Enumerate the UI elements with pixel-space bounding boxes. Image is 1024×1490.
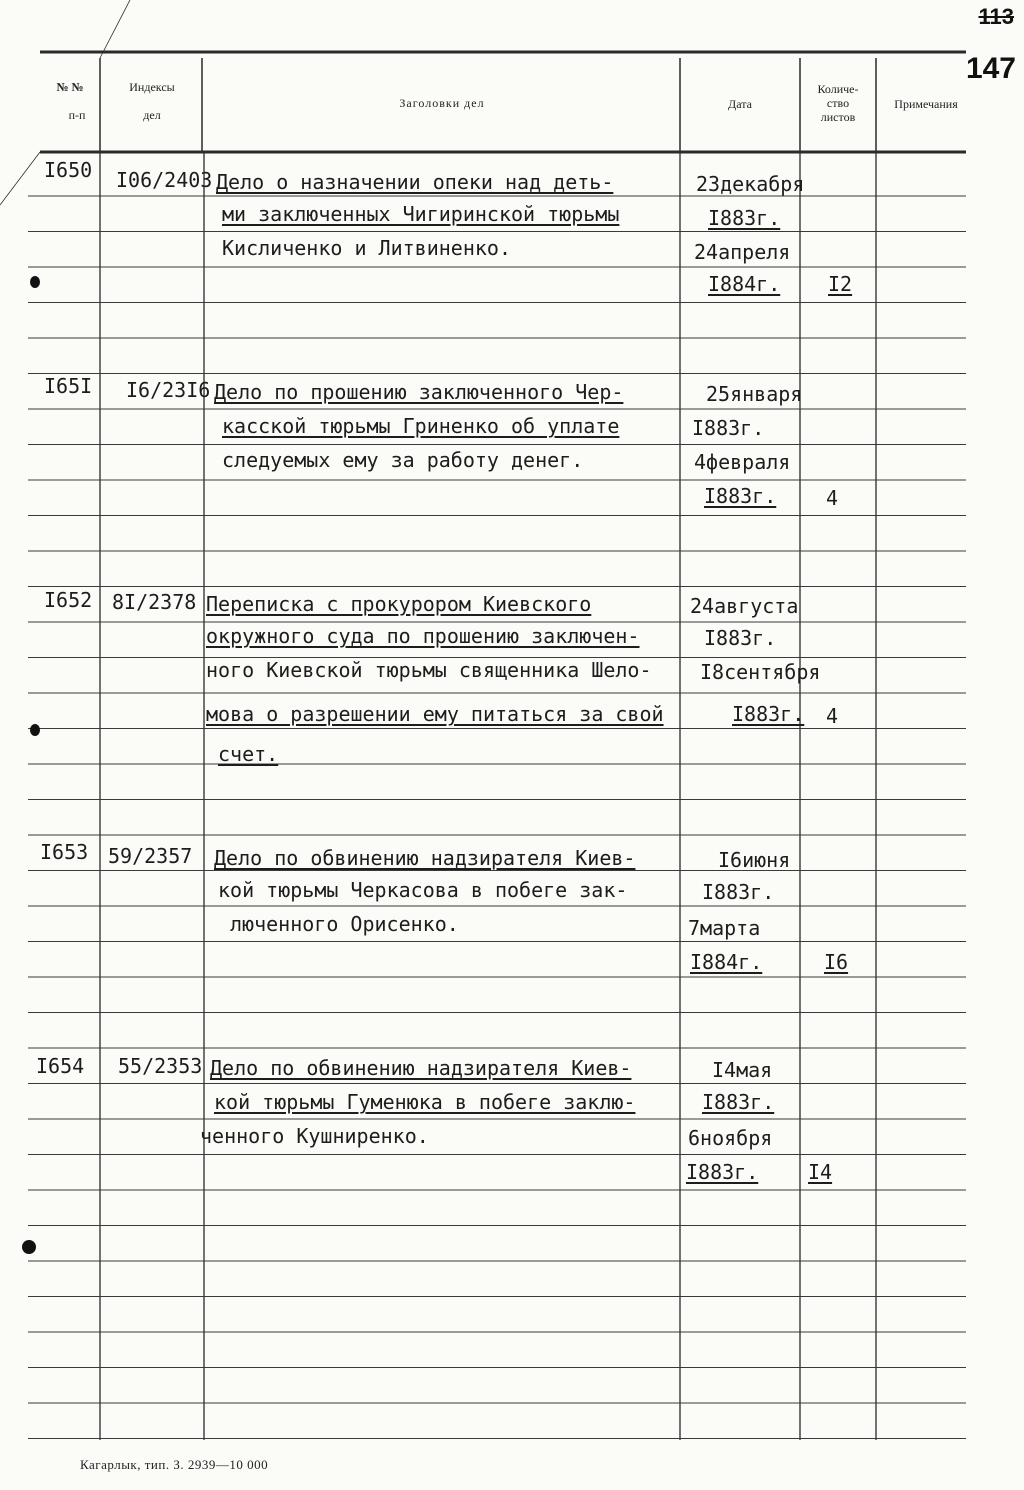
entry-sheet-count: I4 xyxy=(808,1160,833,1184)
entry-index: I06/2403 xyxy=(116,168,213,192)
entry-title-line: кой тюрьмы Черкасова в побеге зак- xyxy=(218,878,628,902)
binding-hole-mark xyxy=(30,724,40,736)
entry-title-line: Переписка с прокурором Киевского xyxy=(206,592,592,616)
entry-sheet-count: I2 xyxy=(828,272,853,296)
header-number-line2: п-п xyxy=(68,108,86,122)
entry-date-line: I884г. xyxy=(708,272,781,296)
entry-title-line: ми заключенных Чигиринской тюрьмы xyxy=(222,202,620,226)
entry-date-line: I884г. xyxy=(690,950,763,974)
entry-title-line: мова о разрешении ему питаться за свой xyxy=(206,702,664,726)
entry-title-line: Кисличенко и Литвиненко. xyxy=(222,236,511,260)
entry-index: I6/23I6 xyxy=(126,378,211,402)
entry-date-line: 4февраля xyxy=(694,450,791,474)
entry-title-line: окружного суда по прошению заключен- xyxy=(206,624,640,648)
entry-date-line: I883г. xyxy=(702,880,775,904)
entry-title-line: Дело по обвинению надзирателя Киев- xyxy=(214,846,636,870)
header-count-line1: Количе- xyxy=(817,82,859,96)
struck-page-number: 113 xyxy=(978,4,1014,29)
entry-title-line: Дело о назначении опеки над деть- xyxy=(216,170,614,194)
header-date: Дата xyxy=(728,97,752,111)
header-index xyxy=(102,80,202,122)
header-index-line1: Индексы xyxy=(129,80,175,94)
entry-date-line: I883г. xyxy=(704,484,777,508)
entry-title-line: касской тюрьмы Гриненко об уплате xyxy=(222,414,620,438)
entry-number: I650 xyxy=(44,158,93,182)
entry-date-line: I4мая xyxy=(712,1058,773,1082)
entry-title-line: ного Киевской тюрьмы священника Шело- xyxy=(206,658,652,682)
entry-number: I653 xyxy=(40,840,89,864)
header-number-line1: № № xyxy=(56,80,84,94)
entry-index: 8I/2378 xyxy=(112,590,197,614)
binding-hole-mark xyxy=(22,1240,36,1254)
entry-date-line: I883г. xyxy=(708,206,781,230)
header-notes: Примечания xyxy=(894,97,958,111)
binding-hole-mark xyxy=(30,276,40,288)
entry-date-line: I883г. xyxy=(686,1160,759,1184)
entry-date-line: 25января xyxy=(706,382,803,406)
entry-number: I65I xyxy=(44,374,93,398)
entry-title-line: Дело по прошению заключенного Чер- xyxy=(214,380,624,404)
current-page-number: 147 xyxy=(965,52,1016,85)
entry-date-line: 7марта xyxy=(688,916,761,940)
entry-title-line: кой тюрьмы Гуменюка в побеге заклю- xyxy=(214,1090,636,1114)
header-number xyxy=(40,80,100,122)
entry-sheet-count: I6 xyxy=(824,950,849,974)
entry-date-line: I883г. xyxy=(702,1090,775,1114)
entry-date-line: 6ноября xyxy=(688,1126,773,1150)
entry-sheet-count: 4 xyxy=(826,486,839,510)
entry-date-line: I883г. xyxy=(692,416,765,440)
entry-sheet-count: 4 xyxy=(826,704,839,728)
header-sheet-count xyxy=(800,82,876,124)
header-index-line2: дел xyxy=(143,108,161,122)
entry-index: 55/2353 xyxy=(118,1054,203,1078)
entry-date-line: I883г. xyxy=(732,702,805,726)
header-titles: Заголовки дел xyxy=(399,96,485,110)
entry-date-line: 24апреля xyxy=(694,240,791,264)
entry-date-line: I8сентября xyxy=(700,660,821,684)
entry-number: I654 xyxy=(36,1054,85,1078)
entry-title-line: ченного Кушниренко. xyxy=(200,1124,429,1148)
entry-date-line: I6июня xyxy=(718,848,791,872)
entry-title-line: Дело по обвинению надзирателя Киев- xyxy=(210,1056,632,1080)
entry-title-line: следуемых ему за работу денег. xyxy=(222,448,584,472)
entry-title-line: люченного Орисенко. xyxy=(230,912,459,936)
entry-date-line: I883г. xyxy=(704,626,777,650)
entry-index: 59/2357 xyxy=(108,844,193,868)
header-count-line3: листов xyxy=(820,110,856,124)
entry-date-line: 24августа xyxy=(690,594,799,618)
header-count-line2: ство xyxy=(826,96,850,110)
printer-footer: Кагарлык, тип. З. 2939—10 000 xyxy=(80,1457,269,1472)
entry-number: I652 xyxy=(44,588,93,612)
entry-date-line: 23декабря xyxy=(696,172,805,196)
entry-title-line: счет. xyxy=(218,742,279,766)
